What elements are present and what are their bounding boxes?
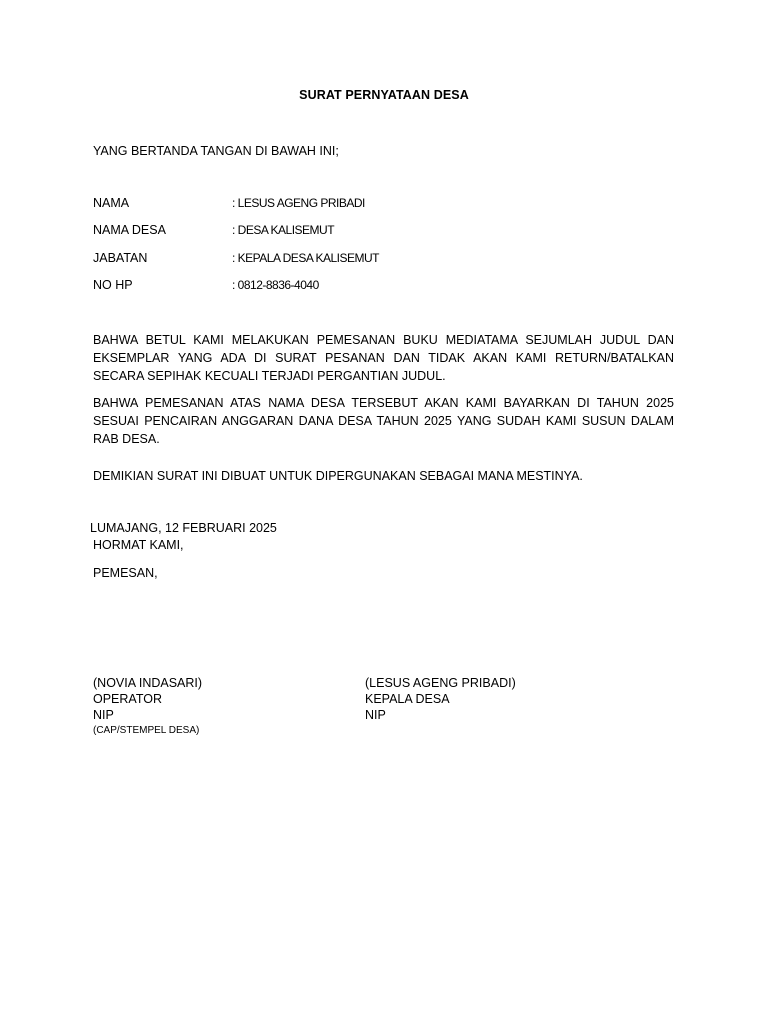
- field-row-jabatan: [93, 251, 693, 278]
- document-title: SURAT PERNYATAAN DESA: [299, 88, 469, 102]
- field-row-no-hp: [93, 278, 693, 305]
- field-value: : DESA KALISEMUT: [232, 223, 335, 238]
- field-label: NAMA: [93, 196, 130, 210]
- buyer-label: PEMESAN,: [93, 566, 158, 580]
- field-label: NO HP: [93, 277, 133, 292]
- regards-line: HORMAT KAMI,: [93, 538, 184, 552]
- statement-paragraph-1: BAHWA BETUL KAMI MELAKUKAN PEMESANAN BUKU MEDIATAMA SEJUMLAH JUDUL DAN EKSEMPLAR YANG ADA DI SURAT PESANAN DAN TIDAK AKAN KAMI RETURN/BATALKAN SECARA SEPIHAK KECUALI TERJADI PERGANTIAN JUDUL.: [93, 333, 674, 383]
- field-value: : 0812-8836-4040: [232, 277, 319, 292]
- signatory-position: OPERATOR: [93, 692, 162, 706]
- intro-line: YANG BERTANDA TANGAN DI BAWAH INI;: [93, 144, 339, 158]
- signatory-position: KEPALA DESA: [365, 692, 450, 706]
- signatory-nip: NIP: [93, 708, 114, 722]
- field-row-nama-desa: [93, 223, 693, 250]
- statement-paragraph-2: BAHWA PEMESANAN ATAS NAMA DESA TERSEBUT AKAN KAMI BAYARKAN DI TAHUN 2025 SESUAI PENCAIRAN ANGGARAN DANA DESA TAHUN 2025 YANG SUDAH KAMI SUSUN DALAM RAB DESA.: [93, 396, 674, 446]
- signatory-name: (NOVIA INDASARI): [93, 676, 203, 690]
- identity-fields: [93, 196, 693, 305]
- field-value: : KEPALA DESA KALISEMUT: [232, 250, 380, 265]
- stamp-note: (CAP/STEMPEL DESA): [93, 725, 200, 736]
- place-date: LUMAJANG, 12 FEBRUARI 2025: [90, 521, 277, 535]
- field-value: : LESUS AGENG PRIBADI: [232, 196, 365, 210]
- closing-paragraph: DEMIKIAN SURAT INI DIBUAT UNTUK DIPERGUNAKAN SEBAGAI MANA MESTINYA.: [93, 469, 583, 483]
- field-row-nama: [93, 196, 693, 223]
- signatory-nip: NIP: [365, 708, 386, 722]
- field-label: JABATAN: [93, 250, 148, 265]
- signature-block-right: [365, 675, 516, 723]
- field-label: NAMA DESA: [93, 223, 166, 238]
- signature-block-left: [93, 675, 202, 738]
- signatory-name: (LESUS AGENG PRIBADI): [365, 676, 516, 690]
